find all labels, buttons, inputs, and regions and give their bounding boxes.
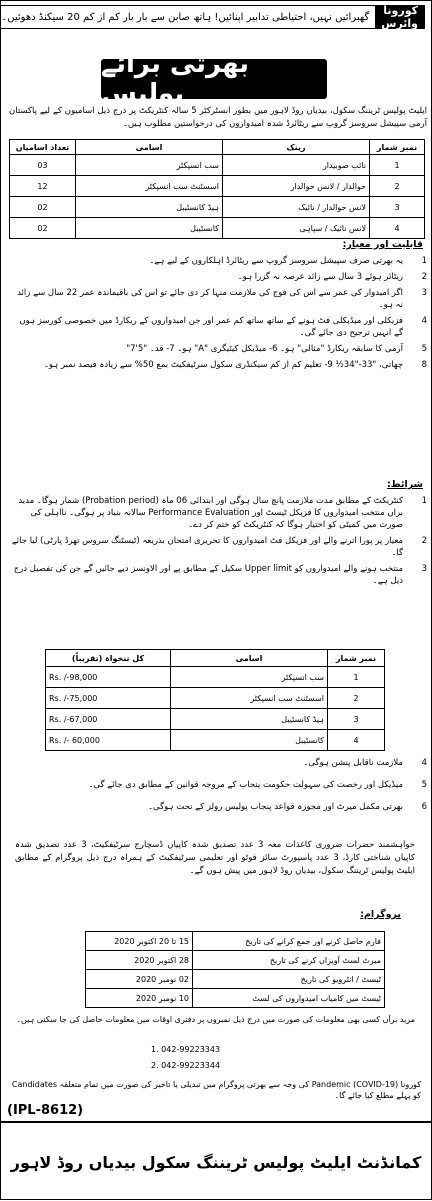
item-text: معیار پر پورا اترنے والے اور فزیکل فٹ امیدواروں کا تحریری امتحان بذریعہ (ٹیسٹنگ سروس تھرڈ پارٹی) لیا جائے گا۔ <box>11 536 403 558</box>
cell: کانسٹیبل <box>76 218 223 239</box>
item-text: چھاتی، "33-"34½ 9- تعلیم کم از کم سیکنڈری سکول سرٹیفکیٹ بمع 50% سے زیادہ فیصد نمبر ہو۔ <box>43 360 403 370</box>
list-item <box>9 271 427 283</box>
header-cell: نمبر شمار <box>328 650 385 667</box>
list-item <box>9 801 427 813</box>
item-number: 4 <box>421 758 427 768</box>
cell: ہیڈ کانسٹیبل <box>76 197 223 218</box>
salary-table <box>45 649 385 751</box>
cell: Rs. /-98,000 <box>46 667 171 688</box>
list-item <box>9 343 427 355</box>
table-row <box>10 218 425 239</box>
list-item <box>9 359 427 371</box>
qualifications-list <box>9 255 427 375</box>
table-row <box>46 730 385 751</box>
cell: Rs. /-75,000 <box>46 688 171 709</box>
item-text: کنٹریکٹ کے مطابق مدت ملازمت پانچ سال ہوگی اور ابتدائی 06 ماہ (Probation period) شمار ہوگا۔ مدید براں منتخب امیدواروں کا فزیکل ٹیسٹ اور Performance Evaluation سالانہ بنیاد پر ہوگی۔ نااہلی کی صورت میں کمیٹی کو اختیار ہوگا کہ کنٹریکٹ کو ختم کر دے۔ <box>18 496 403 530</box>
table-row <box>86 970 385 989</box>
cell: نائب صوبیدار <box>223 155 370 176</box>
header-cell: تعداد اسامیاں <box>10 140 76 155</box>
table-row <box>46 688 385 709</box>
item-number: 5 <box>421 344 427 354</box>
cell: فارم حاصل کرنے اور جمع کرانے کی تاریخ <box>193 932 385 951</box>
item-text: فزیکلی اور میڈیکلی فٹ ہونے کے ساتھ ساتھ کم عمر اور جن امیدواروں کے ریکارڈ میں خصوصی کورسز ہوں گے انہیں ترجیح دی جائے گی۔ <box>19 316 403 338</box>
list-item <box>9 535 427 559</box>
cell: 3 <box>328 709 385 730</box>
cell: 28 اکتوبر 2020 <box>86 951 193 970</box>
cell: ٹیسٹ / انٹرویو کی تاریخ <box>193 970 385 989</box>
list-item <box>9 315 427 339</box>
cell: 02 <box>10 218 76 239</box>
cell: اسسٹنٹ سب انسپکٹر <box>171 688 328 709</box>
cell: 1 <box>328 667 385 688</box>
item-number: 2 <box>421 536 427 546</box>
qualifications-heading: قابلیت اور معیار: <box>342 239 423 250</box>
covid-banner <box>0 5 425 29</box>
phone-1: 1. 042-99223343 <box>151 1045 221 1054</box>
item-text: یہ بھرتی صرف سپیشل سروسز گروپ سے ریٹائرڈ اہلکاروں کے لیے ہے۔ <box>149 256 403 266</box>
item-text: آرمی کا سابقہ ریکارڈ "مثالی" ہو۔ 6- میڈیکل کیٹیگری "A" ہو۔ 7- قد۔ "5'7" <box>126 344 403 354</box>
cell: اسسٹنٹ سب انسپکٹر <box>76 176 223 197</box>
list-item <box>9 495 427 531</box>
item-number: 3 <box>421 564 427 574</box>
item-number: 3 <box>421 288 427 298</box>
banner-title: بھرتی برائے پولیس <box>101 59 327 99</box>
table-row <box>86 951 385 970</box>
conditions-heading: شرائط: <box>386 479 423 490</box>
item-number: 8 <box>421 360 427 370</box>
table-row <box>10 155 425 176</box>
cell: میرٹ لسٹ آویزاں کرنے کی تاریخ <box>193 951 385 970</box>
table-row <box>46 709 385 730</box>
item-text: منتخب ہونے والے امیدواروں کو Upper limit سکیل کے مطابق پے اور الاونسز دیے جائیں گے جن کی تفصیل درج ذیل ہے۔ <box>13 564 403 586</box>
cell: Rs. /- 60,000 <box>46 730 171 751</box>
cell: 12 <box>10 176 76 197</box>
table-row <box>46 667 385 688</box>
cell: کانسٹیبل <box>171 730 328 751</box>
covid-message: گھبرائیں نہیں، احتیاطی تدابیر اپنائیں! ہاتھ صابن سے بار بار کم از کم 20 سیکنڈ دھوئیں۔ <box>1 11 370 23</box>
list-item <box>9 779 427 791</box>
item-number: 5 <box>421 780 427 790</box>
covid-note: کورونا Pandemic (COVID-19) کی وجہ سے بھرتی پروگرام میں تبدیلی یا تاخیر کی صورت میں تمام متعلقہ Candidates کو پہلے مطلع کیا جائے گا۔ <box>11 1080 421 1100</box>
cell: لانس نائیک / سپاہی <box>223 218 370 239</box>
list-item <box>9 287 427 311</box>
cell: Rs. /-67,000 <box>46 709 171 730</box>
item-number: 1 <box>421 256 427 266</box>
intro-paragraph: ایلیٹ پولیس ٹریننگ سکول، بیدیاں روڈ لاہور میں بطور انسٹرکٹر 5 سالہ کنٹریکٹ پر درج ذیل اسامیوں کے لیے پاکستان آرمی سپیشل سروسز گروپ سے ریٹائرڈ شدہ امیدواروں کی درخواستیں مطلوب ہیں۔ <box>9 106 428 129</box>
cell: 2 <box>370 176 425 197</box>
cell: 10 نومبر 2020 <box>86 989 193 1008</box>
cell: 2 <box>328 688 385 709</box>
ipl-number: (IPL-8612) <box>7 1103 84 1118</box>
list-item <box>9 757 427 769</box>
item-text: اگر امیدوار کی عمر سے اس کی فوج کی ملازمت منہا کر دی جائے تو اس کی باقیماندہ عمر 22 سال سے زائد نہ ہو۔ <box>17 288 403 310</box>
contact-note: مزید برآں کسی بھی معلومات کی صورت میں درج ذیل نمبروں پر دفتری اوقات میں معلومات حاصل کی جا سکتی ہیں۔ <box>16 1015 415 1024</box>
list-item <box>9 563 427 587</box>
cell: 15 تا 20 اکتوبر 2020 <box>86 932 193 951</box>
header-cell: نمبر شمار <box>370 140 425 155</box>
cell: 4 <box>370 218 425 239</box>
posts-table <box>9 139 425 239</box>
header-cell: رینک <box>223 140 370 155</box>
cell: ہیڈ کانسٹیبل <box>171 709 328 730</box>
table-header-row <box>10 140 425 155</box>
documents-note: خواہشمند حضرات ضروری کاغذات معہ 3 عدد تصدیق شدہ کاپیاں ڈسچارج سرٹیفکیٹ، 3 عدد تصدیق شدہ کاپیاں شناختی کارڈ، 3 عدد پاسپورٹ سائز فوٹو اور تعلیمی سرٹیفکیٹ کے ہمراہ درج ذیل پروگرام کے مطابق ایلیٹ پولیس ٹریننگ سکول، بیدیاں روڈ لاہور میں پیش ہوں گے۔ <box>15 840 415 876</box>
cell: 3 <box>370 197 425 218</box>
phone-2: 2. 042-99223344 <box>151 1061 221 1070</box>
item-number: 6 <box>421 802 427 812</box>
header-cell: کل تنخواہ (تقریباً) <box>46 650 171 667</box>
schedule-heading: پروگرام: <box>360 909 401 920</box>
list-item <box>9 255 427 267</box>
cell: 02 نومبر 2020 <box>86 970 193 989</box>
item-text: ملازمت ناقابل پنشن ہوگی۔ <box>303 758 403 768</box>
cell: 03 <box>10 155 76 176</box>
schedule-table <box>85 931 385 1008</box>
table-row <box>86 989 385 1008</box>
table-row <box>10 176 425 197</box>
table-header-row <box>46 650 385 667</box>
cell: 4 <box>328 730 385 751</box>
covid-tag: کورونا وائرس <box>375 6 424 28</box>
item-number: 1 <box>421 496 427 506</box>
item-number: 2 <box>421 272 427 282</box>
cell: سب انسپکٹر <box>76 155 223 176</box>
footer-signature: کمانڈنٹ ایلیٹ پولیس ٹریننگ سکول بیدیاں روڈ لاہور <box>1 1121 431 1201</box>
cell: ٹیسٹ میں کامیاب امیدواروں کی لسٹ <box>193 989 385 1008</box>
header-cell: اسامی <box>76 140 223 155</box>
table-row <box>10 197 425 218</box>
item-number: 4 <box>421 316 427 326</box>
cell: لانس حوالدار / نائیک <box>223 197 370 218</box>
conditions-list <box>9 495 427 591</box>
item-text: بھرتی مکمل میرٹ اور مجوزہ قواعد پنجاب پولیس رولز کے تحت ہوگی۔ <box>148 802 403 812</box>
cell: 02 <box>10 197 76 218</box>
item-text: ریٹائر ہوئے 3 سال سے زائد عرصہ نہ گزرا ہو۔ <box>237 272 403 282</box>
cell: سب انسپکٹر <box>171 667 328 688</box>
item-text: میڈیکل اور رخصت کی سہولت حکومت پنجاب کے مروجہ قوانین کے مطابق دی جائے گی۔ <box>88 780 403 790</box>
table-row <box>86 932 385 951</box>
header-cell: اسامی <box>171 650 328 667</box>
cell: 1 <box>370 155 425 176</box>
cell: حوالدار / لانس حوالدار <box>223 176 370 197</box>
more-conditions-list <box>9 757 427 823</box>
